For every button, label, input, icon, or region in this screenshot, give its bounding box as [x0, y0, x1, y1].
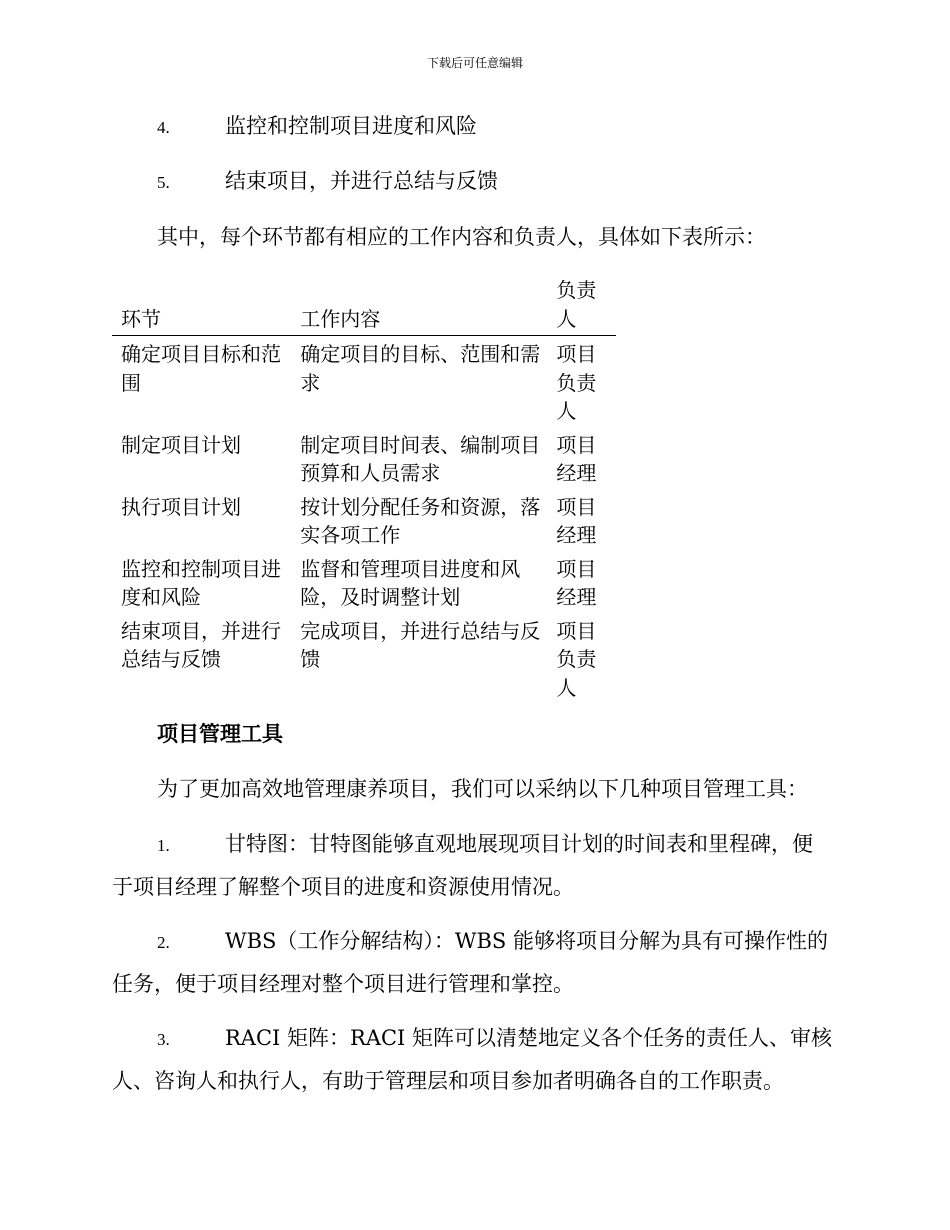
tool-text: 甘特图：甘特图能够直观地展现项目计划的时间表和里程碑，便: [225, 832, 813, 856]
table-row: [112, 336, 616, 431]
table-cell: 按计划分配任务和资源，落实各项工作: [300, 494, 541, 547]
step-number: 5.: [157, 173, 170, 192]
table-cell: 执行项目计划: [121, 494, 241, 519]
table-cell: 确定项目的目标、范围和需求: [300, 342, 541, 395]
table-cell: 项目负责人: [556, 618, 597, 700]
table-cell: 制定项目时间表、编制项目预算和人员需求: [300, 432, 541, 485]
table-cell: 结束项目，并进行总结与反馈: [121, 618, 281, 671]
table-cell: 项目经理: [556, 432, 597, 485]
tool-text: WBS（工作分解结构）：WBS 能够将项目分解为具有可操作性的: [225, 929, 828, 953]
table-row: [112, 431, 616, 493]
step-text: 结束项目，并进行总结与反馈: [225, 169, 498, 193]
table-cell: 确定项目目标和范围: [121, 342, 281, 395]
column-header: 工作内容: [291, 276, 547, 336]
column-header: 负责人: [547, 276, 616, 336]
table-row: [112, 617, 616, 708]
table-row: [112, 493, 616, 555]
table-cell: 监督和管理项目进度和风险，及时调整计划: [300, 556, 521, 609]
section-title: 项目管理工具: [157, 721, 283, 746]
step-number: 4.: [157, 118, 170, 137]
table-cell: 完成项目，并进行总结与反馈: [300, 618, 541, 671]
tool-number: 1.: [157, 836, 170, 855]
intro-paragraph: 其中，每个环节都有相应的工作内容和负责人，具体如下表所示：: [157, 225, 766, 249]
tool-text: RACI 矩阵：RACI 矩阵可以清楚地定义各个任务的责任人、审核: [225, 1026, 833, 1050]
tool-text-continued: 任务，便于项目经理对整个项目进行管理和掌控。: [112, 972, 574, 996]
tool-number: 2.: [157, 933, 170, 952]
process-table: [112, 276, 616, 707]
table-cell: 项目负责人: [556, 342, 597, 423]
column-header: 环节: [112, 276, 291, 336]
tool-text-continued: 于项目经理了解整个项目的进度和资源使用情况。: [112, 875, 574, 899]
table-cell: 项目经理: [556, 494, 597, 547]
table-cell: 项目经理: [556, 556, 597, 609]
table-cell: 制定项目计划: [121, 432, 241, 457]
tools-intro: 为了更加高效地管理康养项目，我们可以采纳以下几种项目管理工具：: [157, 777, 808, 801]
page-header: 下载后可任意编辑: [426, 56, 523, 70]
table-cell: 监控和控制项目进度和风险: [121, 556, 281, 609]
step-text: 监控和控制项目进度和风险: [225, 114, 477, 138]
table-header-row: [112, 276, 616, 336]
tool-number: 3.: [157, 1030, 170, 1049]
table-row: [112, 555, 616, 617]
tool-text-continued: 人、咨询人和执行人，有助于管理层和项目参加者明确各自的工作职责。: [112, 1069, 784, 1093]
